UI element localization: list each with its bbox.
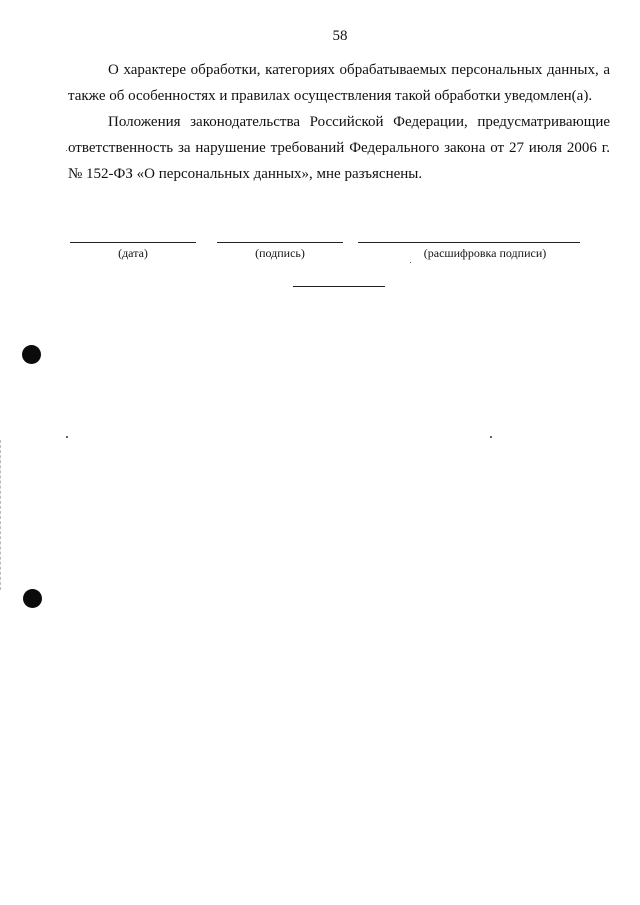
date-line [70,242,196,243]
signature-line [217,242,343,243]
decoding-line [358,242,580,243]
scan-speck [410,262,411,263]
scan-edge-artifact [0,440,2,590]
paragraph-notification: О характере обработки, категориях обрабатываемых персональных данных, а также об особенностях и правилах осуществления такой обработки уведомлен(а). [68,62,610,104]
scan-speck [66,436,68,438]
punch-hole-top [22,345,41,364]
scan-speck [66,150,67,151]
page-number: 58 [332,28,348,44]
punch-hole-bottom [23,589,42,608]
paragraph-legislation: Положения законодательства Российской Федерации, предусматривающие ответственность за нарушение требований Федерального закона от 27 июля 2006 г. № 152-ФЗ «О персональных данных», мне разъяснены. [68,114,610,182]
scan-speck [490,436,492,438]
section-divider [293,286,385,287]
decoding-caption: (расшифровка подписи) [423,246,547,260]
signature-caption: (подпись) [255,246,305,260]
date-caption: (дата) [118,246,148,260]
